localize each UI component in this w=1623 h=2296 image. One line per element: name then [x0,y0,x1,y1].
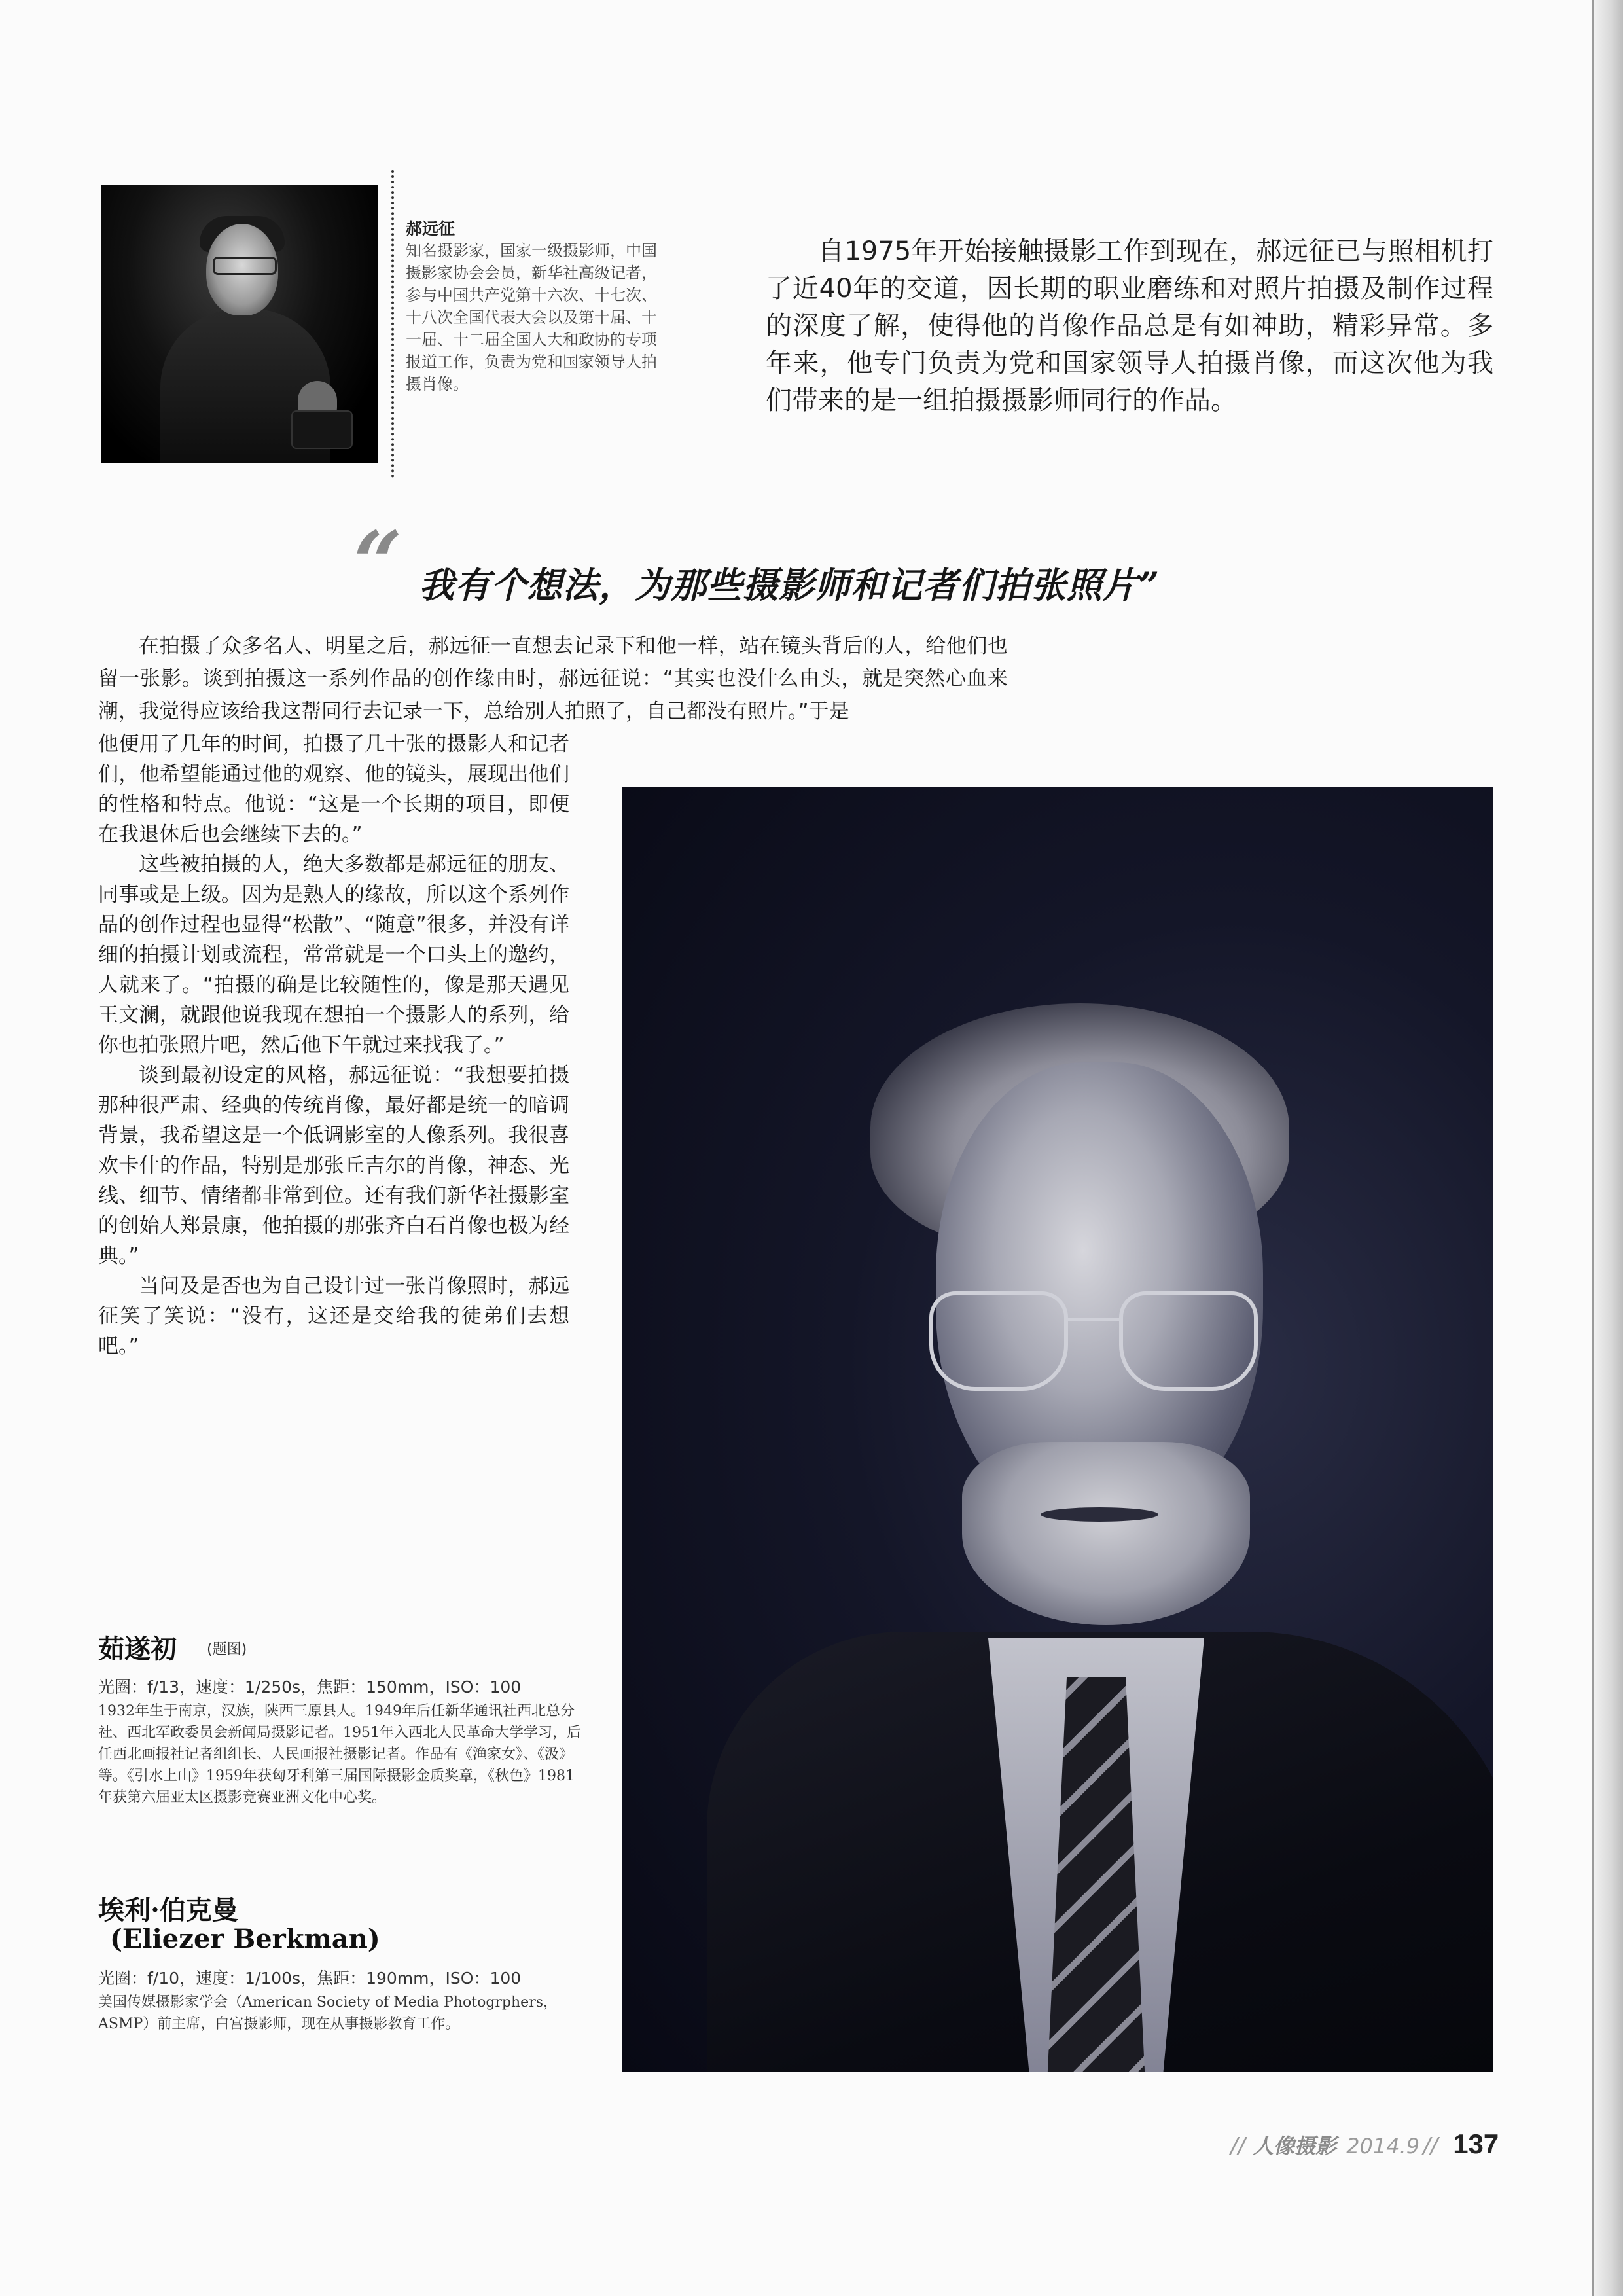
article-paragraph-4: 当问及是否也为自己设计过一张肖像照时，郝远征笑了笑说：“没有，这还是交给我的徒弟们去想吧。” [98,1274,569,1358]
article-paragraph-2: 这些被拍摄的人，绝大多数都是郝远征的朋友、同事或是上级。因为是熟人的缘故，所以这个系列作品的创作过程也显得“松散”、“随意”很多，并没有详细的拍摄计划或流程，常常就是一个口头上的邀约，人就来了。“拍摄的确是比较随性的，像是那天遇见王文澜，就跟他说我现在想拍一个摄影人的系列，给你也拍张照片吧，然后他下午就过来找我了。” [98,853,569,1057]
page-footer [1230,2128,1499,2160]
article-paragraph-1-continued: 他便用了几年的时间，拍摄了几十张的摄影人和记者们，他希望能通过他的观察、他的镜头，展现出他们的性格和特点。他说：“这是一个长期的项目，即便在我退休后也会继续下去的。” [98,732,569,846]
caption-1-camera-settings: 光圈：f/13，速度：1/250s，焦距：150mm，ISO：100 [98,1677,522,1696]
article-headline: 我有个想法，为那些摄影师和记者们拍张照片” [419,564,1160,606]
profile-bio: 知名摄影家，国家一级摄影师，中国摄影家协会会员，新华社高级记者，参与中国共产党第十六次、十七次、十八次全国代表大会以及第十届、十一届、十二届全国人大和政协的专项报道工作，负责为党和国家领导人拍摄肖像。 [406,242,657,393]
main-portrait-photo [622,787,1493,2072]
footer-slashes-left: // [1230,2133,1245,2159]
article-column [98,729,569,1361]
article-paragraph-3: 谈到最初设定的风格，郝远征说：“我想要拍摄那种很严肃、经典的传统肖像，最好都是统一的暗调背景，我希望这是一个低调影室的人像系列。我很喜欢卡什的作品，特别是那张丘吉尔的肖像，神态、光线、细节、情绪都非常到位。还有我们新华社摄影室的创始人郑景康，他拍摄的那张齐白石肖像也极为经典。” [98,1064,569,1268]
caption-1-bio: 1932年生于南京，汉族，陕西三原县人。1949年后任新华通讯社西北总分社、西北军政委员会新闻局摄影记者。1951年入西北人民革命大学学习，后任西北画报社记者组组长、人民画报社摄影记者。作品有《渔家女》、《汲》等。《引水上山》1959年获匈牙利第三届国际摄影金质奖章，《秋色》1981年获第六届亚太区摄影竞赛亚洲文化中心奖。 [98,1703,581,1806]
profile-name: 郝远征 [406,219,455,238]
caption-2-name: 埃利·伯克曼 [98,1895,238,1926]
caption-1-note: (题图) [207,1641,247,1658]
page-edge-line [1592,0,1594,2296]
page-edge-shadow [1594,0,1623,2296]
caption-1-name: 茹遂初 [98,1634,177,1664]
page-number: 137 [1453,2128,1499,2159]
intro-paragraph: 自1975年开始接触摄影工作到现在，郝远征已与照相机打了近40年的交道，因长期的职业磨练和对照片拍摄及制作过程的深度了解，使得他的肖像作品总是有如神助，精彩异常。多年来，他专门负责为党和国家领导人拍摄肖像，而这次他为我们带来的是一组拍摄摄影师同行的作品。 [766,236,1493,416]
open-quote-mark: “ [353,512,402,613]
footer-slashes-right: // [1423,2133,1438,2159]
author-portrait-photo [101,185,378,463]
issue-date: 2014.9 [1346,2134,1420,2159]
caption-2-camera-settings: 光圈：f/10，速度：1/100s，焦距：190mm，ISO：100 [98,1969,522,1988]
caption-2-english-name: (Eliezer Berkman) [110,1924,380,1954]
magazine-name: 人像摄影 [1253,2134,1337,2159]
dotted-divider [391,170,394,478]
caption-2-bio: 美国传媒摄影家学会（American Society of Media Photogrphers，ASMP）前主席，白宫摄影师，现在从事摄影教育工作。 [98,1994,558,2032]
article-paragraph-1: 在拍摄了众多名人、明星之后，郝远征一直想去记录下和他一样，站在镜头背后的人，给他们也留一张影。谈到拍摄这一系列作品的创作缘由时，郝远征说：“其实也没什么由头，就是突然心血来潮，我觉得应该给我这帮同行去记录一下，总给别人拍照了，自己都没有照片。”于是 [98,634,1008,723]
